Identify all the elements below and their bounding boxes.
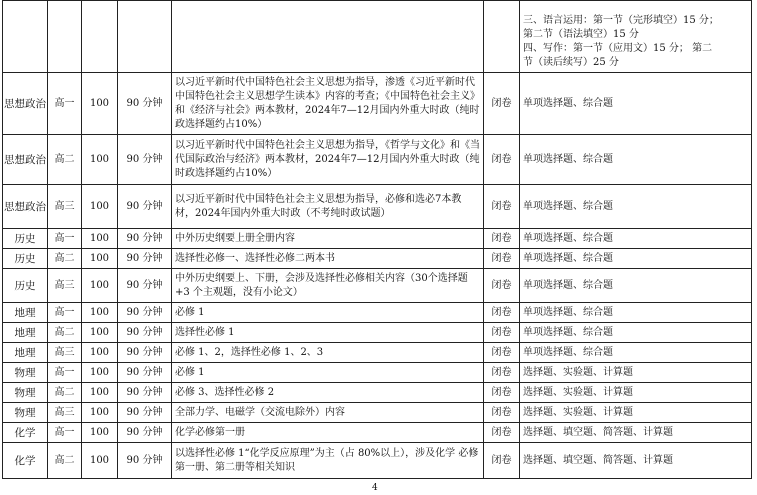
table-row — [3, 229, 752, 249]
exam-mode-cell: 闭卷 — [484, 363, 520, 383]
question-types-cell: 选择题、实验题、计算题 — [520, 363, 752, 383]
grade-cell: 高二 — [48, 323, 82, 343]
content-cell: 中外历史纲要上、下册，会涉及选择性必修相关内容（30个选择题 +3 个主观题，没有小论文） — [172, 269, 484, 303]
grade-cell: 高三 — [48, 343, 82, 363]
subject-cell: 思想政治 — [3, 73, 48, 135]
score-cell: 100 — [82, 443, 118, 479]
subject-cell: 地理 — [3, 343, 48, 363]
grade-cell: 高二 — [48, 383, 82, 403]
subject-cell: 历史 — [3, 249, 48, 269]
question-types-cell: 单项选择题、综合题 — [520, 303, 752, 323]
table-row — [3, 185, 752, 229]
exam-mode-cell: 闭卷 — [484, 403, 520, 423]
content-cell: 以习近平新时代中国特色社会主义思想为指导，必修和选必7本教材，2024年国内外重大时政（不考纯时政试题） — [172, 185, 484, 229]
exam-mode-cell: 闭卷 — [484, 269, 520, 303]
score-cell: 100 — [82, 269, 118, 303]
duration-cell: 90 分钟 — [118, 363, 172, 383]
subject-cell: 地理 — [3, 323, 48, 343]
score-cell: 100 — [82, 229, 118, 249]
duration-cell: 90 分钟 — [118, 185, 172, 229]
content-cell: 选择性必修一、选择性必修二两本书 — [172, 249, 484, 269]
table-row — [3, 343, 752, 363]
table-row — [3, 135, 752, 185]
subject-cell: 思想政治 — [3, 135, 48, 185]
content-cell: 必修 1、2，选择性必修 1、2、3 — [172, 343, 484, 363]
duration-cell: 90 分钟 — [118, 343, 172, 363]
question-types-cell: 单项选择题、综合题 — [520, 249, 752, 269]
duration-cell: 90 分钟 — [118, 423, 172, 443]
exam-mode-cell: 闭卷 — [484, 73, 520, 135]
content-cell: 化学必修第一册 — [172, 423, 484, 443]
content-cell: 中外历史纲要上册全册内容 — [172, 229, 484, 249]
text-line: 三、语言运用：第一节（完形填空）15 分； — [523, 15, 719, 26]
content-cell: 以选择性必修 1“化学反应原理”为主（占 80%以上），涉及化学 必修第一册、第二册等相关知识 — [172, 443, 484, 479]
question-types-cell: 单项选择题、综合题 — [520, 269, 752, 303]
duration-cell: 90 分钟 — [118, 73, 172, 135]
duration-cell: 90 分钟 — [118, 269, 172, 303]
grade-cell: 高一 — [48, 423, 82, 443]
table-row — [3, 323, 752, 343]
exam-mode-cell: 闭卷 — [484, 249, 520, 269]
exam-schedule-table — [2, 0, 752, 479]
grade-cell: 高一 — [48, 73, 82, 135]
content-cell: 以习近平新时代中国特色社会主义思想为指导，渗透《习近平新时代中国特色社会主义思想学生读本》内容的考查；《中国特色社会主义》和《经济与社会》两本教材，2024年7—12月国内外重大时政（纯时政选择题约占10%） — [172, 73, 484, 135]
question-types-cell: 单项选择题、综合题 — [520, 343, 752, 363]
subject-cell: 物理 — [3, 383, 48, 403]
grade-cell: 高三 — [48, 403, 82, 423]
subject-cell: 历史 — [3, 269, 48, 303]
duration-cell: 90 分钟 — [118, 249, 172, 269]
grade-cell: 高三 — [48, 185, 82, 229]
subject-cell: 物理 — [3, 403, 48, 423]
score-cell: 100 — [82, 403, 118, 423]
text-line: 第二节（语法填空）15 分 — [523, 29, 639, 40]
table-row — [3, 423, 752, 443]
table-row — [3, 383, 752, 403]
exam-mode-cell: 闭卷 — [484, 383, 520, 403]
subject-cell: 物理 — [3, 363, 48, 383]
exam-mode-cell: 闭卷 — [484, 229, 520, 249]
subject-cell: 化学 — [3, 423, 48, 443]
score-cell: 100 — [82, 383, 118, 403]
duration-cell: 90 分钟 — [118, 443, 172, 479]
grade-cell: 高二 — [48, 249, 82, 269]
question-types-cell: 选择题、实验题、计算题 — [520, 383, 752, 403]
duration-cell: 90 分钟 — [118, 303, 172, 323]
exam-mode-cell: 闭卷 — [484, 135, 520, 185]
content-cell: 全部力学、电磁学（交流电除外）内容 — [172, 403, 484, 423]
question-types-cell: 选择题、填空题、简答题、计算题 — [520, 443, 752, 479]
table-row — [3, 403, 752, 423]
subject-cell: 化学 — [3, 443, 48, 479]
score-cell: 100 — [82, 343, 118, 363]
content-cell: 必修 3、选择性必修 2 — [172, 383, 484, 403]
duration-cell: 90 分钟 — [118, 229, 172, 249]
score-cell: 100 — [82, 73, 118, 135]
duration-cell: 90 分钟 — [118, 135, 172, 185]
content-cell: 选择性必修 1 — [172, 323, 484, 343]
content-cell: 必修 1 — [172, 303, 484, 323]
score-cell: 100 — [82, 249, 118, 269]
text-line: 四、写作：第一节（应用文）15 分； 第二 — [523, 43, 713, 54]
table-row — [3, 303, 752, 323]
score-cell: 100 — [82, 423, 118, 443]
question-types-cell: 选择题、实验题、计算题 — [520, 403, 752, 423]
question-types-cell: 单项选择题、综合题 — [520, 73, 752, 135]
question-types-cell: 单项选择题、综合题 — [520, 229, 752, 249]
table-row — [3, 363, 752, 383]
grade-cell: 高一 — [48, 303, 82, 323]
question-types-cell: 单项选择题、综合题 — [520, 323, 752, 343]
exam-mode-cell: 闭卷 — [484, 323, 520, 343]
grade-cell: 高三 — [48, 269, 82, 303]
score-cell: 100 — [82, 185, 118, 229]
subject-cell: 思想政治 — [3, 185, 48, 229]
duration-cell: 90 分钟 — [118, 383, 172, 403]
table-row — [3, 443, 752, 479]
subject-cell: 历史 — [3, 229, 48, 249]
english-score-breakdown — [520, 1, 752, 73]
table-row — [3, 249, 752, 269]
question-types-cell: 单项选择题、综合题 — [520, 135, 752, 185]
score-cell: 100 — [82, 303, 118, 323]
content-cell: 以习近平新时代中国特色社会主义思想为指导，《哲学与文化》和《当代国际政治与经济》两本教材，2024年7—12月国内外重大时政（纯时政选择题约占10%） — [172, 135, 484, 185]
exam-mode-cell: 闭卷 — [484, 443, 520, 479]
content-cell: 必修 1 — [172, 363, 484, 383]
grade-cell: 高一 — [48, 363, 82, 383]
text-line: 节（读后续写）25 分 — [523, 57, 619, 68]
grade-cell: 高二 — [48, 135, 82, 185]
exam-mode-cell: 闭卷 — [484, 423, 520, 443]
table-row-top — [3, 1, 752, 73]
duration-cell: 90 分钟 — [118, 323, 172, 343]
subject-cell: 地理 — [3, 303, 48, 323]
score-cell: 100 — [82, 363, 118, 383]
exam-mode-cell: 闭卷 — [484, 303, 520, 323]
question-types-cell: 选择题、填空题、简答题、计算题 — [520, 423, 752, 443]
exam-mode-cell: 闭卷 — [484, 185, 520, 229]
table-row — [3, 73, 752, 135]
exam-mode-cell: 闭卷 — [484, 343, 520, 363]
score-cell: 100 — [82, 323, 118, 343]
grade-cell: 高二 — [48, 443, 82, 479]
table-row — [3, 269, 752, 303]
page-number: 4 — [372, 483, 378, 493]
question-types-cell: 单项选择题、综合题 — [520, 185, 752, 229]
score-cell: 100 — [82, 135, 118, 185]
duration-cell: 90 分钟 — [118, 403, 172, 423]
grade-cell: 高一 — [48, 229, 82, 249]
